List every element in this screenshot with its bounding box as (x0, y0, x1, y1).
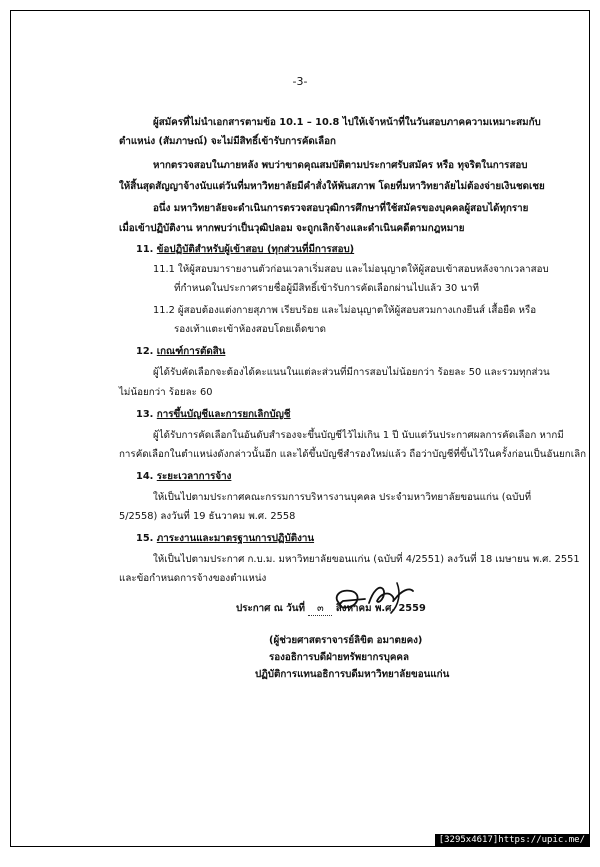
section-12-line-2: ไม่น้อยกว่า ร้อยละ 60 (119, 387, 213, 398)
section-13-heading (136, 409, 291, 421)
item-11-1-line-1: 11.1 ให้ผู้สอบมารายงานตัวก่อนเวลาเริ่มสอบ และไม่อนุญาตให้ผู้สอบเข้าสอบหลังจากเวลาสอบ (153, 264, 549, 275)
section-14-heading (136, 471, 231, 483)
section-13-line-2: การคัดเลือกในตำแหน่งดังกล่าวนั้นอีก และได้ขึ้นบัญชีสำรองใหม่แล้ว ถือว่าบัญชีที่ขึ้นไว้ในครั้งก่อนเป็นอันยกเลิก (119, 449, 587, 460)
paragraph-3-line-2: เมื่อเข้าปฏิบัติงาน หากพบว่าเป็นวุฒิปลอม จะถูกเลิกจ้างและดำเนินคดีตามกฎหมาย (119, 223, 465, 234)
section-11-number: 11. (136, 244, 154, 255)
announcement-month-year: สิงหาคม พ.ศ. 2559 (335, 603, 426, 614)
section-14-line-1: ให้เป็นไปตามประกาศคณะกรรมการบริหารงานบุคคล ประจำมหาวิทยาลัยขอนแก่น (ฉบับที่ (153, 492, 532, 503)
section-13-line-1: ผู้ได้รับการคัดเลือกในอันดับสำรองจะขึ้นบัญชีไว้ไม่เกิน 1 ปี นับแต่วันประกาศผลการคัดเลือก หากมี (153, 430, 564, 441)
section-14-title: ระยะเวลาการจ้าง (156, 471, 232, 482)
section-13-title: การขึ้นบัญชีและการยกเลิกบัญชี (156, 409, 291, 420)
section-12-line-1: ผู้ได้รับคัดเลือกจะต้องได้คะแนนในแต่ละส่วนที่มีการสอบไม่น้อยกว่า ร้อยละ 50 และรวมทุกส่วน (153, 367, 550, 378)
paragraph-2-line-2: ให้สิ้นสุดสัญญาจ้างนับแต่วันที่มหาวิทยาลัยมีคำสั่งให้พ้นสภาพ โดยที่มหาวิทยาลัยไม่ต้องจ่ายเงินชดเชย (119, 181, 545, 192)
section-15-line-1: ให้เป็นไปตามประกาศ ก.บ.ม. มหาวิทยาลัยขอนแก่น (ฉบับที่ 4/2551) ลงวันที่ 18 เมษายน พ.ศ. 2551 (153, 554, 580, 565)
paragraph-1-line-1: ผู้สมัครที่ไม่นำเอกสารตามข้อ 10.1 – 10.8 ไปให้เจ้าหน้าที่ในวันสอบภาคความเหมาะสมกับ (153, 117, 541, 128)
section-12-heading (136, 346, 225, 358)
item-11-1-line-2: ที่กำหนดในประกาศรายชื่อผู้มีสิทธิ์เข้ารับการคัดเลือกผ่านไปแล้ว 30 นาที (174, 283, 479, 294)
announcement-label: ประกาศ ณ วันที่ (236, 603, 305, 614)
signer-title-2: ปฏิบัติการแทนอธิการบดีมหาวิทยาลัยขอนแก่น (255, 669, 450, 680)
section-11-title: ข้อปฏิบัติสำหรับผู้เข้าสอบ (ทุกส่วนที่มีการสอบ) (156, 244, 355, 255)
signer-title-1: รองอธิการบดีฝ่ายทรัพยากรบุคคล (269, 652, 409, 663)
handwritten-signature (329, 573, 429, 617)
section-12-number: 12. (136, 346, 154, 357)
section-15-title: ภาระงานและมาตรฐานการปฏิบัติงาน (156, 533, 315, 544)
item-11-2-line-1: 11.2 ผู้สอบต้องแต่งกายสุภาพ เรียบร้อย และไม่อนุญาตให้ผู้สอบสวมกางเกงยีนส์ เสื้อยืด หรือ (153, 305, 537, 316)
section-13-number: 13. (136, 409, 154, 420)
image-size-stamp: [3295x4617]https://upic.me/ (435, 834, 589, 846)
section-15-heading (136, 533, 314, 545)
paragraph-2-line-1: หากตรวจสอบในภายหลัง พบว่าขาดคุณสมบัติตามประกาศรับสมัคร หรือ ทุจริตในการสอบ (153, 160, 528, 171)
item-11-2-line-2: รองเท้าแตะเข้าห้องสอบโดยเด็ดขาด (174, 324, 326, 335)
page-number: -3- (292, 75, 308, 88)
signer-name: (ผู้ช่วยศาสตราจารย์ลิขิต อมาตยคง) (269, 635, 423, 646)
paragraph-1-line-2: ตำแหน่ง (สัมภาษณ์) จะไม่มีสิทธิ์เข้ารับการคัดเลือก (119, 136, 336, 147)
section-15-line-2: และข้อกำหนดการจ้างของตำแหน่ง (119, 573, 267, 584)
section-11-heading (136, 244, 354, 256)
paragraph-3-line-1: อนึ่ง มหาวิทยาลัยจะดำเนินการตรวจสอบวุฒิการศึกษาที่ใช้สมัครของบุคคลผู้สอบได้ทุกราย (153, 203, 529, 214)
section-14-number: 14. (136, 471, 154, 482)
section-14-line-2: 5/2558) ลงวันที่ 19 ธันวาคม พ.ศ. 2558 (119, 511, 296, 522)
section-12-title: เกณฑ์การตัดสิน (156, 346, 226, 357)
section-15-number: 15. (136, 533, 154, 544)
document-page (10, 10, 590, 847)
announcement-day: ๓ (308, 603, 332, 616)
